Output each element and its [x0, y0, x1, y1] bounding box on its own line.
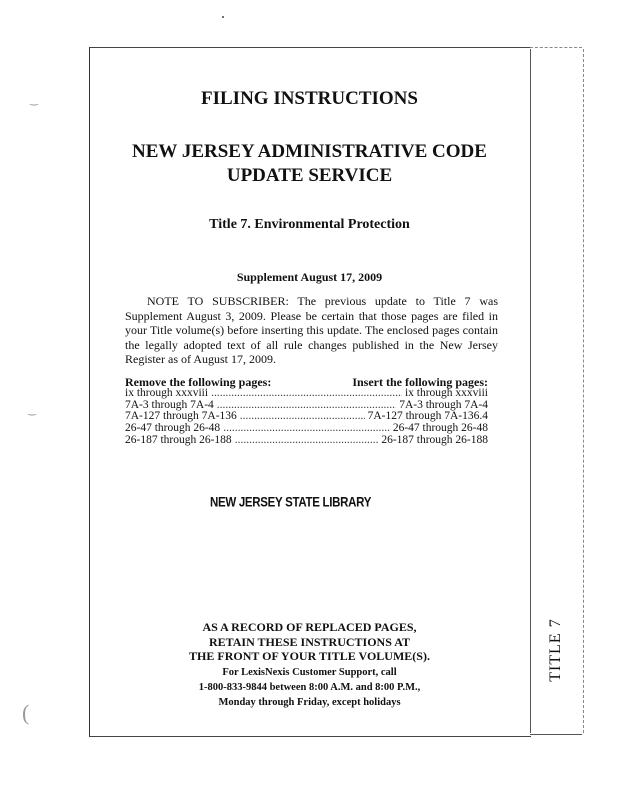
- scan-mark: ‿: [30, 95, 39, 106]
- record-line: RETAIN THESE INSTRUCTIONS AT: [208, 634, 411, 649]
- remove-pages: 26-187 through 26-188: [125, 433, 232, 446]
- record-line: THE FRONT OF YOUR TITLE VOLUME(S).: [189, 649, 430, 663]
- insert-pages: ix through xxxviii: [404, 387, 488, 399]
- leader-dots: [211, 388, 402, 400]
- library-stamp: NEW JERSEY STATE LIBRARY: [210, 495, 372, 511]
- hole-punch-mark: (: [22, 700, 30, 725]
- insert-header: Insert the following pages:: [352, 375, 488, 389]
- insert-pages: 26-47 through 26-48: [392, 422, 488, 435]
- scan-mark: ‿: [28, 405, 37, 416]
- insert-pages: 7A-127 through 7A-136.4: [367, 410, 488, 423]
- tab-divider-top: [530, 47, 582, 48]
- customer-support: [89, 665, 530, 710]
- pages-list: [125, 388, 488, 446]
- remove-pages: 26-47 through 26-48: [125, 422, 221, 435]
- tab-divider-bottom: [530, 734, 582, 735]
- remove-pages: 7A-3 through 7A-4: [125, 398, 214, 411]
- speck: [222, 16, 224, 18]
- leader-dots: [240, 411, 365, 423]
- support-line: 1-800-833-9844 between 8:00 A.M. and 8:00 P.M.,: [198, 682, 421, 693]
- page-row: [125, 423, 488, 435]
- tab-label: TITLE 7: [547, 618, 564, 682]
- insert-pages: 26-187 through 26-188: [381, 433, 488, 446]
- title-name: Title 7. Environmental Protection: [209, 217, 410, 232]
- leader-dots: [223, 423, 390, 435]
- document-heading: FILING INSTRUCTIONS: [201, 88, 418, 109]
- remove-pages: 7A-127 through 7A-136: [125, 410, 237, 423]
- support-line: For LexisNexis Customer Support, call: [222, 667, 397, 678]
- supplement-date: Supplement August 17, 2009: [236, 270, 383, 284]
- code-title: [89, 140, 530, 188]
- remove-header: Remove the following pages:: [125, 375, 272, 389]
- code-title-line: NEW JERSEY ADMINISTRATIVE CODE: [132, 141, 487, 162]
- page-row: [125, 388, 488, 400]
- record-line: AS A RECORD OF REPLACED PAGES,: [202, 620, 417, 634]
- insert-pages: 7A-3 through 7A-4: [399, 398, 488, 411]
- subscriber-note: NOTE TO SUBSCRIBER: The previous update to Title 7 was Supplement August 3, 2009. Please be certain that those pages are filed in your Title volume(s) before inserting this update. The enclosed pages contain the legally adopted text of all rule changes published in the New Jersey Register as of August 17, 2009.: [125, 294, 498, 366]
- remove-pages: ix through xxxviii: [125, 387, 209, 399]
- page-row: [125, 435, 488, 447]
- record-instructions: [89, 620, 530, 664]
- support-line: Monday through Friday, except holidays: [218, 697, 401, 708]
- leader-dots: [235, 435, 379, 447]
- code-title-line: UPDATE SERVICE: [226, 165, 393, 186]
